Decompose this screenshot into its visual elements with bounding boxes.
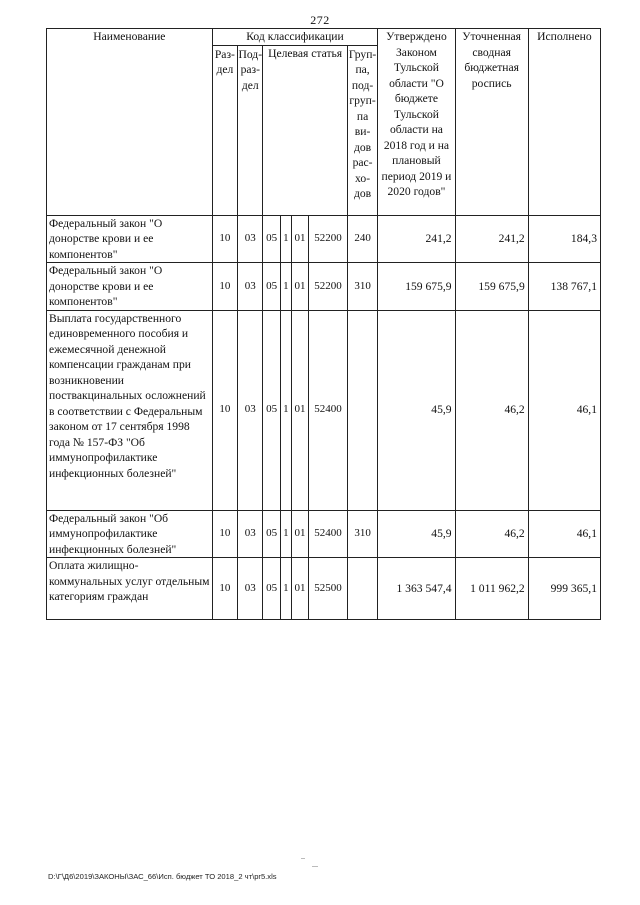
cell-section: 10	[212, 558, 237, 620]
cell-group: 310	[347, 263, 378, 311]
table-row	[47, 558, 601, 620]
header-name: Наименование	[47, 29, 213, 216]
cell-name: Оплата жилищно-коммунальных услуг отдельным категориям граждан	[47, 558, 213, 620]
cell-t4: 52500	[309, 558, 348, 620]
cell-refined: 46,2	[455, 310, 528, 510]
cell-name: Федеральный закон "О донорстве крови и ее компонентов"	[47, 263, 213, 311]
cell-t2: 1	[280, 510, 291, 558]
cell-refined: 241,2	[455, 215, 528, 263]
cell-t1: 05	[263, 558, 280, 620]
cell-executed: 46,1	[528, 310, 600, 510]
cell-t3: 01	[291, 310, 308, 510]
cell-executed: 999 365,1	[528, 558, 600, 620]
header-code-group: Код классификации	[212, 29, 378, 46]
cell-approved: 159 675,9	[378, 263, 455, 311]
cell-t1: 05	[263, 263, 280, 311]
cell-t4: 52400	[309, 310, 348, 510]
cell-approved: 45,9	[378, 510, 455, 558]
cell-name: Федеральный закон "О донорстве крови и ее компонентов"	[47, 215, 213, 263]
cell-subsection: 03	[238, 215, 263, 263]
header-section: Раз-дел	[212, 45, 237, 215]
budget-table	[46, 28, 601, 620]
cell-refined: 46,2	[455, 510, 528, 558]
header-approved: Утверждено Законом Тульской области "О бюджете Тульской области на 2018 год и на плановый период 2019 и 2020 годов"	[378, 29, 455, 216]
cell-subsection: 03	[238, 310, 263, 510]
cell-t2: 1	[280, 263, 291, 311]
cell-name: Выплата государственного единовременного пособия и ежемесячной денежной компенсации гражданам при возникновении поствакцинальных осложнений в соответствии с Федеральным законом от 17 сентября 1998 года № 157-ФЗ "Об иммунопрофилактике инфекционных болезней"	[47, 310, 213, 510]
header-subsection: Под-раз-дел	[238, 45, 263, 215]
cell-executed: 46,1	[528, 510, 600, 558]
cell-t1: 05	[263, 215, 280, 263]
cell-approved: 45,9	[378, 310, 455, 510]
cell-refined: 159 675,9	[455, 263, 528, 311]
cell-approved: 1 363 547,4	[378, 558, 455, 620]
header-group: Груп-па, под-груп-па ви-дов рас-хо-дов	[347, 45, 378, 215]
cell-t4: 52200	[309, 215, 348, 263]
cell-t4: 52400	[309, 510, 348, 558]
cell-group: 240	[347, 215, 378, 263]
cell-refined: 1 011 962,2	[455, 558, 528, 620]
cell-group	[347, 558, 378, 620]
cell-t1: 05	[263, 510, 280, 558]
cell-group: 310	[347, 510, 378, 558]
cell-subsection: 03	[238, 558, 263, 620]
header-refined: Уточненная сводная бюджетная роспись	[455, 29, 528, 216]
cell-section: 10	[212, 263, 237, 311]
cell-subsection: 03	[238, 510, 263, 558]
cell-section: 10	[212, 215, 237, 263]
cell-section: 10	[212, 310, 237, 510]
table-row	[47, 310, 601, 510]
cell-name: Федеральный закон "Об иммунопрофилактике инфекционных болезней"	[47, 510, 213, 558]
cell-approved: 241,2	[378, 215, 455, 263]
cell-group	[347, 310, 378, 510]
cell-t3: 01	[291, 510, 308, 558]
table-row	[47, 263, 601, 311]
cell-subsection: 03	[238, 263, 263, 311]
table-row	[47, 510, 601, 558]
cell-t3: 01	[291, 215, 308, 263]
cell-t4: 52200	[309, 263, 348, 311]
page-number: 272	[310, 13, 330, 27]
cell-executed: 138 767,1	[528, 263, 600, 311]
table-row	[47, 215, 601, 263]
cell-t1: 05	[263, 310, 280, 510]
cell-t3: 01	[291, 263, 308, 311]
header-executed: Исполнено	[528, 29, 600, 216]
cell-t2: 1	[280, 558, 291, 620]
cell-t2: 1	[280, 310, 291, 510]
cell-section: 10	[212, 510, 237, 558]
footer-file-path: D:\Г\Д6\2019\ЗАКОНЫ\ЗАС_66\Исп. бюджет ТО 2018_2 чт\pr5.xls	[48, 872, 277, 881]
cell-executed: 184,3	[528, 215, 600, 263]
cell-t3: 01	[291, 558, 308, 620]
header-target: Целевая статья	[263, 45, 347, 215]
cell-t2: 1	[280, 215, 291, 263]
